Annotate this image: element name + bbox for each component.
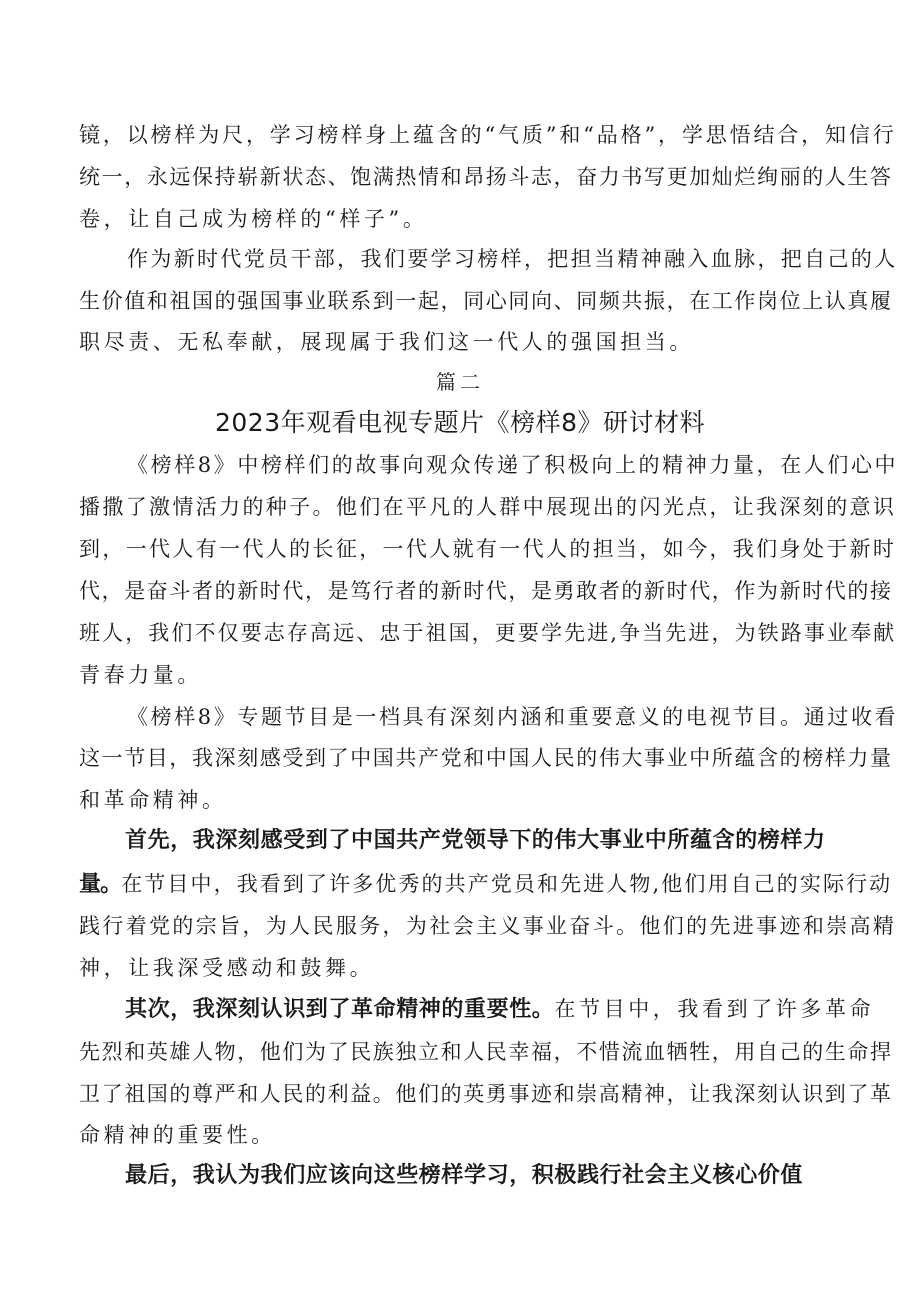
point2-line4: 命精神的重要性。 (79, 1123, 276, 1147)
body-p1-line3: 到，一代人有一代人的长征，一代人就有一代人的担当，如今，我们身处于新时 (79, 537, 897, 561)
body-p2-line1: 《榜样8》专题节目是一档具有深刻内涵和重要意义的电视节目。通过收看 (127, 705, 899, 729)
body-p1-line1: 《榜样8》中榜样们的故事向观众传递了积极向上的精神力量，在人们心中 (127, 453, 899, 477)
point3-heading-line1: 最后，我认为我们应该向这些榜样学习，积极践行社会主义核心价值 (125, 1163, 804, 1188)
section-label: 篇二 (436, 370, 484, 394)
point1-heading-line1: 首先，我深刻感受到了中国共产党领导下的伟大事业中所蕴含的榜样力 (125, 828, 826, 853)
intro-p1-line1: 镜，以榜样为尺，学习榜样身上蕴含的“气质”和“品格”，学思悟结合，知信行 (79, 123, 897, 147)
point2-line3: 卫了祖国的尊严和人民的利益。他们的英勇事迹和崇高精神，让我深刻认识到了革 (79, 1082, 893, 1106)
intro-p2-line3: 职尽责、无私奉献，展现属于我们这一代人的强国担当。 (79, 330, 694, 354)
intro-p2-line1: 作为新时代党员干部，我们要学习榜样，把担当精神融入血脉，把自己的人 (127, 247, 898, 271)
body-p1-line4: 代，是奋斗者的新时代，是笃行者的新时代，是勇敢者的新时代，作为新时代的接 (79, 579, 893, 603)
point1-line3: 践行着党的宗旨，为人民服务，为社会主义事业奋斗。他们的先进事迹和崇高精 (79, 914, 897, 938)
point1-text-start: 在节目中，我看到了许多优秀的共产党员和先进人物,他们用自己的实际行动 (121, 872, 893, 896)
intro-p2-line2: 生价值和祖国的强国事业联系到一起，同心同向、同频共振，在工作岗位上认真履 (79, 289, 893, 313)
point2-text-start: 在节目中，我看到了许多革命 (554, 997, 875, 1021)
point1-line4: 神，让我深受感动和鼓舞。 (79, 956, 375, 980)
document-title: 2023年观看电视专题片《榜样8》研讨材料 (214, 408, 706, 437)
point1-line2 (79, 870, 892, 899)
intro-p1-line3: 卷，让自己成为榜样的“样子”。 (79, 207, 428, 231)
body-p1-line2: 播撒了激情活力的种子。他们在平凡的人群中展现出的闪光点，让我深刻的意识 (79, 495, 897, 519)
point2-heading: 其次，我深刻认识到了革命精神的重要性。 (125, 997, 555, 1022)
body-p1-line6: 青春力量。 (79, 663, 202, 687)
point1-heading-end: 量。 (79, 872, 122, 897)
point2-line2: 先烈和英雄人物，他们为了民族独立和人民幸福，不惜流血牺牲，用自己的生命捍 (79, 1040, 893, 1064)
body-p2-line2: 这一节目，我深刻感受到了中国共产党和中国人民的伟大事业中所蕴含的榜样力量 (79, 746, 893, 770)
body-p1-line5: 班人，我们不仅要志存高远、忠于祖国，更要学先进,争当先进，为铁路事业奉献 (79, 621, 897, 645)
point2-line1 (125, 995, 874, 1024)
intro-p1-line2: 统一，永远保持崭新状态、饱满热情和昂扬斗志，奋力书写更加灿烂绚丽的人生答 (79, 165, 893, 189)
body-p2-line3: 和革命精神。 (79, 788, 227, 812)
